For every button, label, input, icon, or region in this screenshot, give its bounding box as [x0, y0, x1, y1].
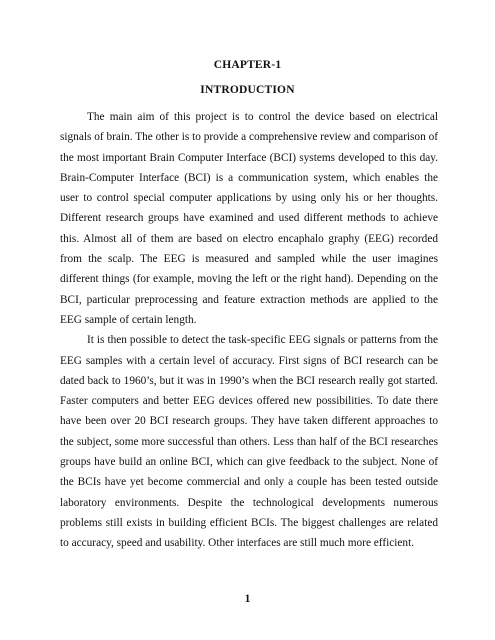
- paragraph: The main aim of this project is to control the device based on electrical signals of brain. The other is to provide a comprehensive review and comparison of the most important Brain Computer Interface (BCI) systems developed to this day. Brain-Computer Interface (BCI) is a communication system, which enables the user to control special computer applications by using only his or her thoughts. Different research groups have examined and used different methods to achieve this. Almost all of them are based on electro encaphalo graphy (EEG) recorded from the scalp. The EEG is measured and sampled while the user imagines different things (for example, moving the left or the right hand). Depending on the BCI, particular preprocessing and feature extraction methods are applied to the EEG sample of certain length.: [60, 111, 438, 326]
- section-title: INTRODUCTION: [200, 84, 295, 96]
- page-number: 1: [244, 593, 251, 605]
- paragraph: It is then possible to detect the task-specific EEG signals or patterns from the EEG samples with a certain level of accuracy. First signs of BCI research can be dated back to 1960’s, but it was in 1990’s when the BCI research really got started. Faster computers and better EEG devices offered new possibilities. To date there have been over 20 BCI research groups. They have taken different approaches to the subject, some more successful than others. Less than half of the BCI researches groups have build an online BCI, which can give feedback to the subject. None of the BCIs have yet become commercial and only a couple has been tested outside laboratory environments. Despite the technological developments numerous problems still exists in building efficient BCIs. The biggest challenges are related to accuracy, speed and usability. Other interfaces are still much more efficient.: [60, 334, 438, 550]
- chapter-label: CHAPTER-1: [213, 59, 282, 71]
- body-text: [60, 107, 438, 554]
